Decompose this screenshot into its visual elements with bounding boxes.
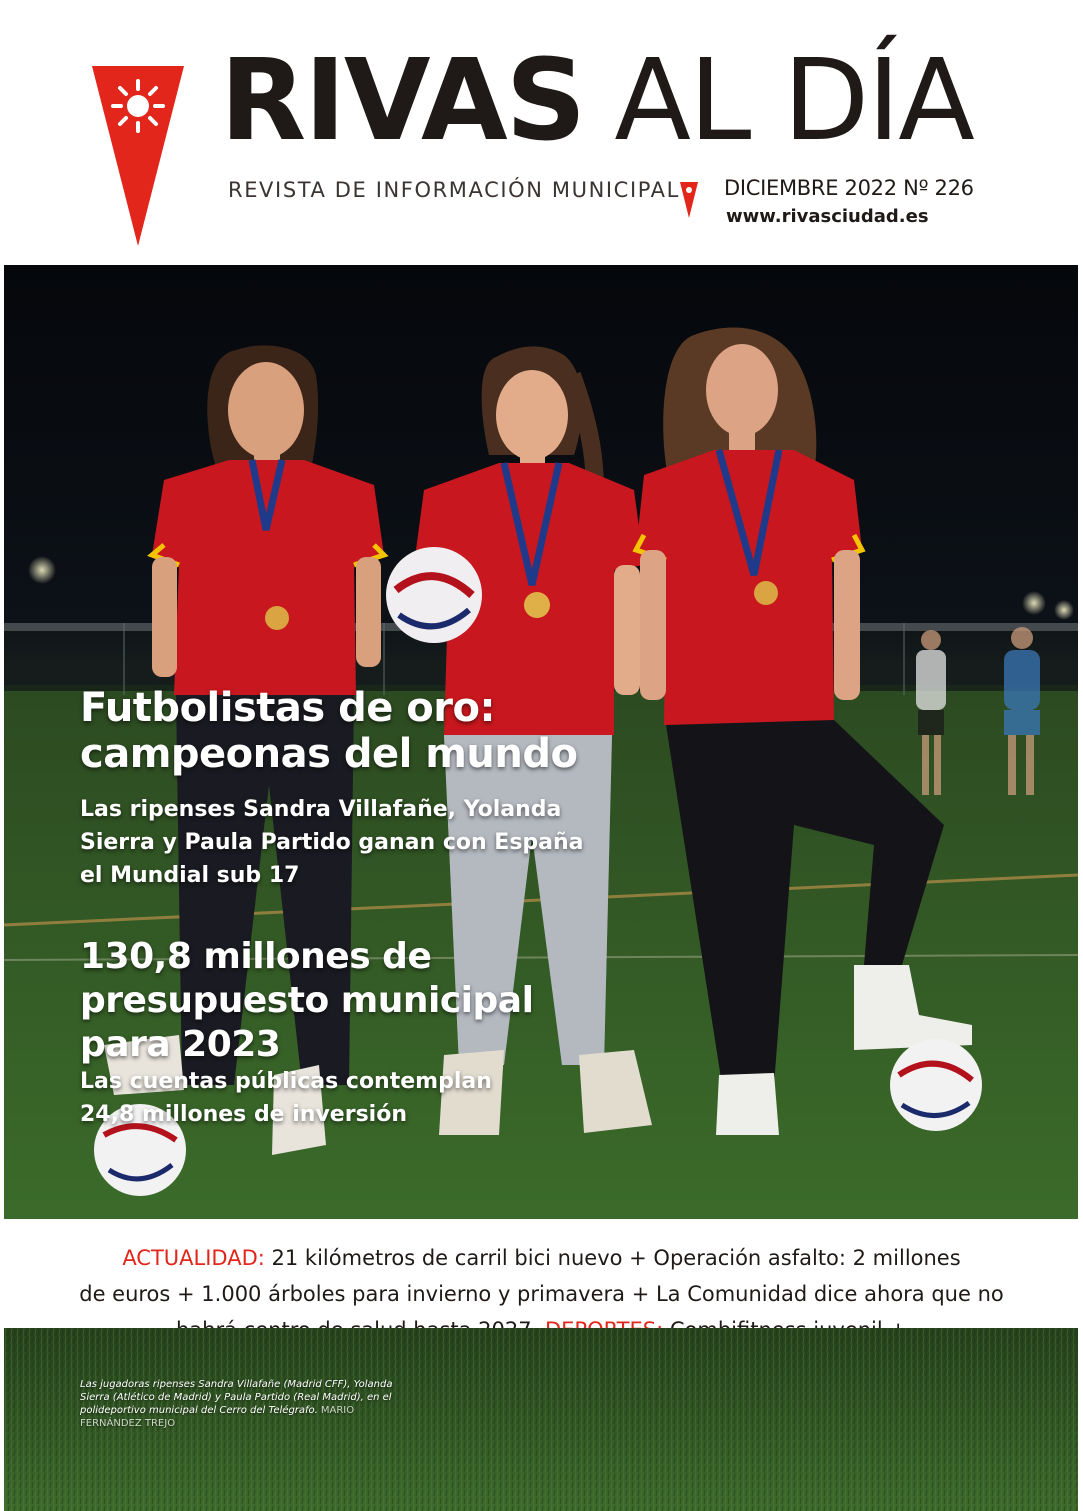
title-rivas: RIVAS	[220, 36, 585, 166]
cover-photo	[4, 265, 1078, 1219]
tagline: REVISTA DE INFORMACIÓN MUNICIPAL	[228, 178, 680, 202]
section-actualidad: ACTUALIDAD:	[122, 1246, 265, 1270]
teaser-line	[60, 1240, 1023, 1276]
headline-line: para 2023	[80, 1024, 281, 1065]
headline-line: Futbolistas de oro:	[80, 685, 495, 731]
headline-line: 130,8 millones de	[80, 936, 432, 977]
subhead-line: Las cuentas públicas contemplan	[80, 1069, 492, 1094]
headline-budget	[80, 935, 533, 1067]
small-crest-icon	[680, 182, 698, 218]
issue-info: DICIEMBRE 2022 Nº 226	[724, 176, 974, 200]
magazine-title	[220, 36, 973, 166]
subhead-line: Sierra y Paula Partido ganan con España	[80, 830, 584, 855]
subhead-line: Las ripenses Sandra Villafañe, Yolanda	[80, 797, 562, 822]
photo-caption	[80, 1378, 400, 1430]
website-link[interactable]: www.rivasciudad.es	[726, 206, 929, 227]
subhead-budget	[80, 1065, 492, 1131]
subhead-line: el Mundial sub 17	[80, 863, 300, 888]
teaser-text: 21 kilómetros de carril bici nuevo + Operación asfalto: 2 millones	[271, 1246, 961, 1270]
photo-credit: MARIO FERNÁNDEZ TREJO	[80, 1405, 355, 1429]
caption-text: Las jugadoras ripenses Sandra Villafañe (Madrid CFF), Yolanda Sierra (Atlético de Madrid) y Paula Partido (Real Madrid), en el polideportivo municipal del Cerro del Telégrafo.	[80, 1379, 393, 1416]
title-al-dia: AL DÍA	[614, 36, 973, 166]
headline-line: presupuesto municipal	[80, 980, 534, 1021]
sun-crest-icon	[92, 66, 184, 246]
subhead-line: 24,8 millones de inversión	[80, 1102, 407, 1127]
headline-line: campeonas del mundo	[80, 731, 578, 777]
headline-footballers	[80, 685, 577, 777]
subhead-footballers	[80, 793, 584, 892]
teaser-line: de euros + 1.000 árboles para invierno y primavera + La Comunidad dice ahora que no	[79, 1282, 1004, 1306]
